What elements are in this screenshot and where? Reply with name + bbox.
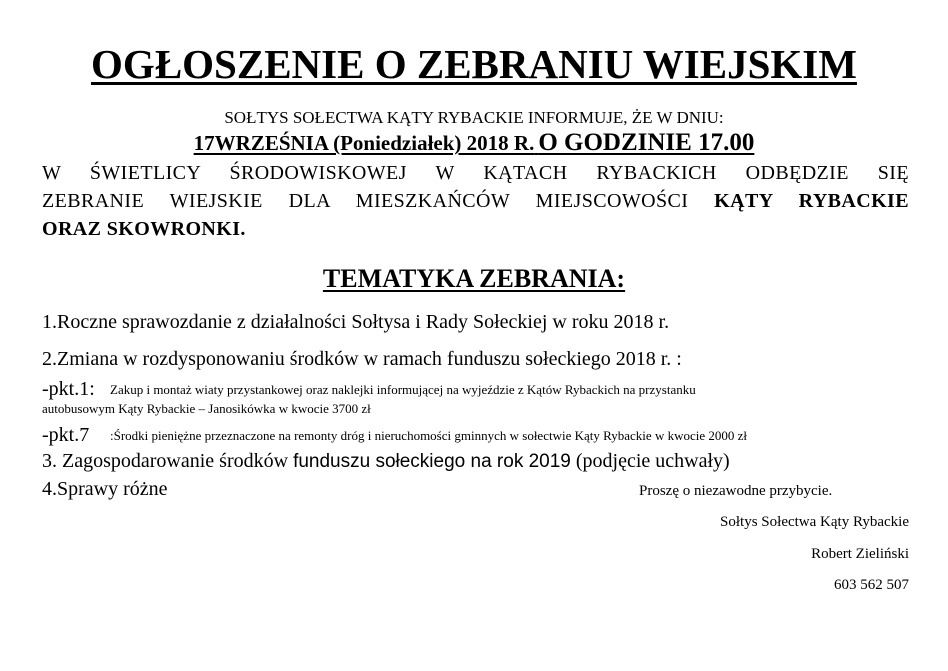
agenda-item-2: 2.Zmiana w rozdysponowaniu środków w ramach funduszu sołeckiego 2018 r. : xyxy=(42,348,682,370)
meeting-hour: O GODZINIE 17.00 xyxy=(538,129,755,156)
agenda-item-1: 1.Roczne sprawozdanie z działalności Sołtysa i Rady Sołeckiej w roku 2018 r. xyxy=(42,311,670,333)
agenda-subitem-1-text: Zakup i montaż wiaty przystankowej oraz naklejki informującej na wyjeździe z Kątów Rybackich na przystanku xyxy=(110,382,696,397)
location-line-2-bold: KĄTY RYBACKIE xyxy=(714,190,909,212)
agenda-item-4: 4.Sprawy różne xyxy=(42,478,168,500)
agenda-heading: TEMATYKA ZEBRANIA: xyxy=(322,264,626,293)
meeting-date: 17WRZEŚNIA (Poniedziałek) 2018 R. xyxy=(193,131,535,155)
agenda-subitem-7-label: -pkt.7 xyxy=(42,424,90,446)
page-title: OGŁOSZENIE O ZEBRANIU WIEJSKIM xyxy=(91,41,857,87)
agenda-item-3-b: funduszu sołeckiego na rok 2019 xyxy=(293,451,571,472)
agenda-subitem-1-text-cont: autobusowym Kąty Rybackie – Janosikówka w kwocie 3700 zł xyxy=(42,401,371,416)
intro-line: SOŁTYS SOŁECTWA KĄTY RYBACKIE INFORMUJE, ŻE W DNIU: xyxy=(224,108,724,127)
location-line-1: W ŚWIETLICY ŚRODOWISKOWEJ W KĄTACH RYBACKICH ODBĘDZIE SIĘ xyxy=(42,162,909,184)
signature-name: Robert Zieliński xyxy=(811,546,909,562)
location-line-2 xyxy=(42,190,909,213)
signature-phone: 603 562 507 xyxy=(834,577,909,593)
location-line-3: ORAZ SKOWRONKI. xyxy=(42,218,246,240)
agenda-item-3-c: (podjęcie uchwały) xyxy=(575,450,730,472)
agenda-item-3-a: 3. Zagospodarowanie środków xyxy=(42,450,289,472)
agenda-subitem-7-text: :Środki pieniężne przeznaczone na remonty dróg i nieruchomości gminnych w sołectwie Kąty Rybackie w kwocie 2000 zł xyxy=(110,428,747,443)
agenda-item-3 xyxy=(42,450,730,473)
meeting-date-line xyxy=(0,129,948,157)
location-line-2-text: ZEBRANIE WIEJSKIE DLA MIESZKAŃCÓW MIEJSCOWOŚCI xyxy=(42,190,689,212)
signature-role: Sołtys Sołectwa Kąty Rybackie xyxy=(720,514,909,530)
closing-note: Proszę o niezawodne przybycie. xyxy=(639,483,833,499)
agenda-subitem-1-label: -pkt.1: xyxy=(42,378,95,400)
